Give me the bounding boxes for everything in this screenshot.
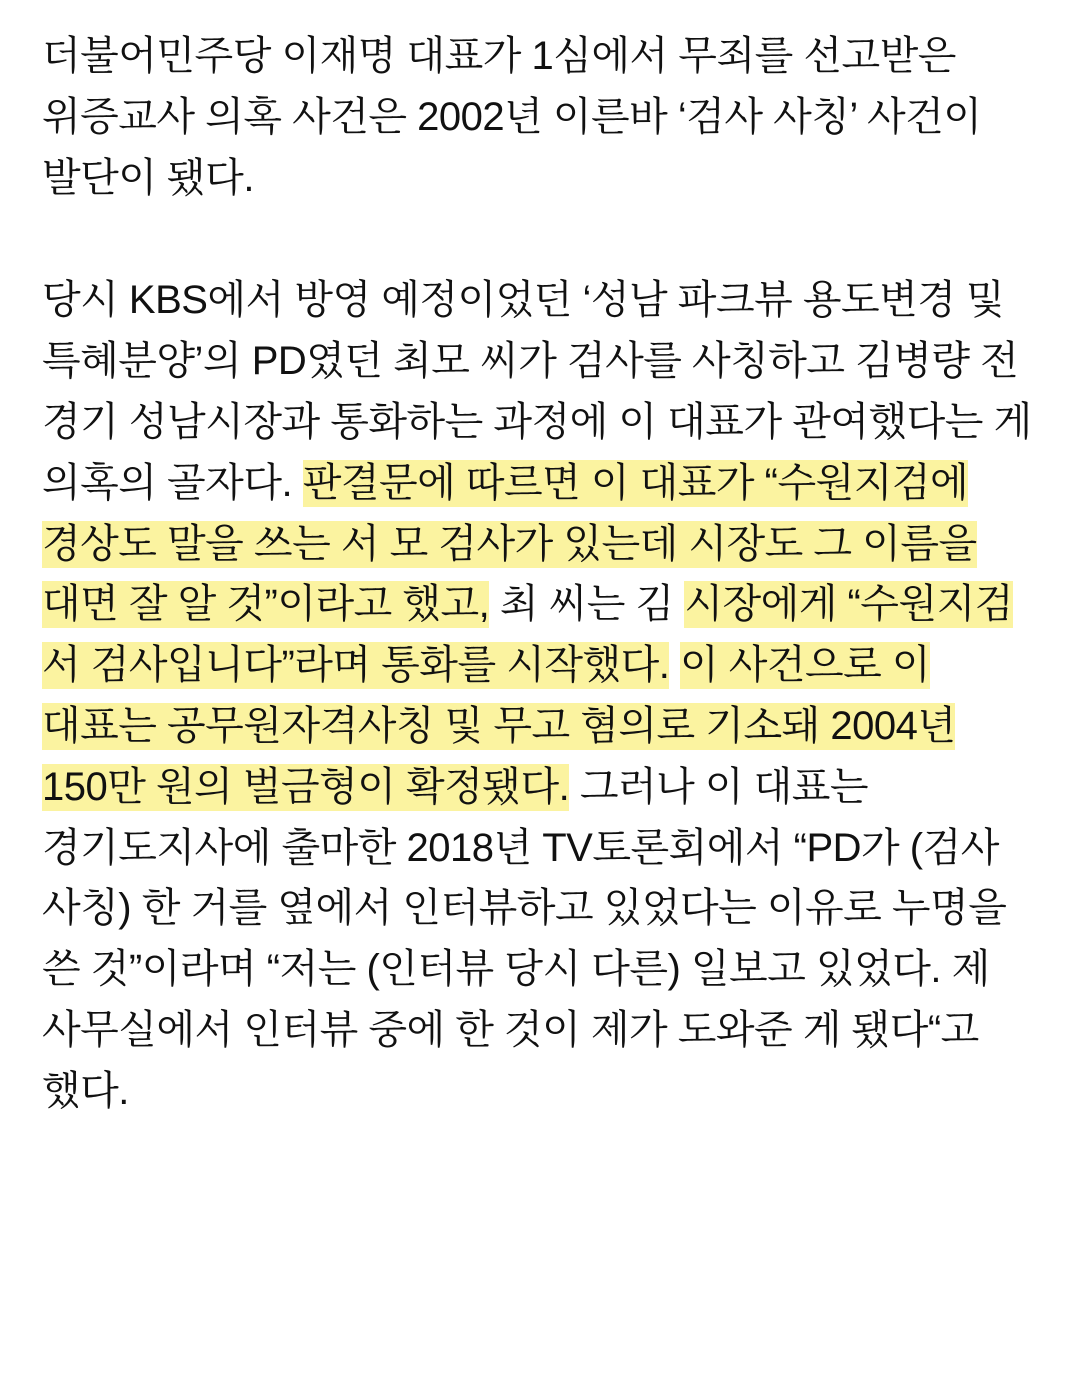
body-text [669,643,680,687]
highlighted-text: 시장에게 “수원지검 서 검사입니다”라며 통화를 시작했다. [42,582,1013,688]
body-text: 당시 KBS에서 방영 예정이었던 ‘성남 파크뷰 용도변경 및 특혜분양’의 PD였던 최모 씨가 검사를 사칭하고 김병량 전 경기 성남시장과 통화하는 과정에 이 대표가 관여했다는 게 의혹의 골자다. [42,278,1032,505]
article-paragraph [42,26,1036,208]
body-text: 더불어민주당 이재명 대표가 1심에서 무죄를 선고받은 위증교사 의혹 사건은 2002년 이른바 ‘검사 사칭’ 사건이 발단이 됐다. [42,34,982,200]
body-text: 그러나 이 대표는 경기도지사에 출마한 2018년 TV토론회에서 “PD가 (검사 사칭) 한 거를 옆에서 인터뷰하고 있었다는 이유로 누명을 쓴 것”이라며 “저는 (인터뷰 당시 다른) 일보고 있었다. 제 사무실에서 인터뷰 중에 한 것이 제가 도와준 게 됐다“고 했다. [42,764,1007,1113]
highlighted-text: 판결문에 따르면 이 대표가 “수원지검에 경상도 말을 쓰는 서 모 검사가 있는데 시장도 그 이름을 대면 잘 알 것”이라고 했고, [42,460,977,627]
body-text: 최 씨는 김 [489,582,685,627]
article-paragraph [42,270,1036,1121]
highlighted-text: 이 사건으로 이 대표는 공무원자격사칭 및 무고 혐의로 기소돼 2004년 150만 원의 벌금형이 확정됐다. [42,643,956,809]
